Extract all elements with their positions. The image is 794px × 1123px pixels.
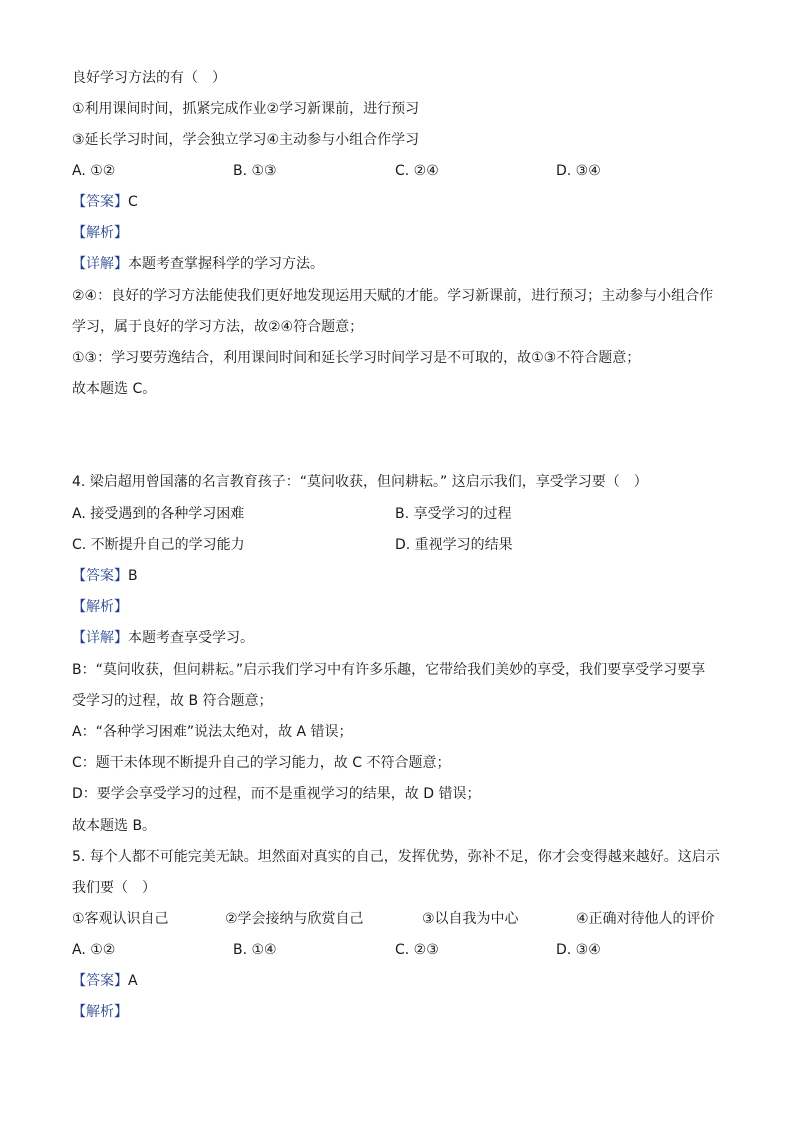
detail-line: [72, 628, 724, 648]
option-c: C. 不断提升自己的学习能力: [72, 537, 245, 553]
answer-line: [72, 192, 724, 212]
conclusion-line: 故本题选 C。: [72, 381, 157, 397]
detail-tag: 【详解】: [72, 630, 128, 646]
detail-tag: 【详解】: [72, 256, 128, 272]
explanation-line: C：题干未体现不断提升自己的学习能力，故 C 不符合题意；: [72, 755, 451, 771]
question-3-statement-line: ③延长学习时间，学会独立学习④主动参与小组合作学习: [72, 132, 420, 148]
answer-tag: 【答案】: [72, 568, 128, 584]
explanation-line: A：“各种学习困难”说法太绝对，故 A 错误；: [72, 724, 353, 740]
detail-text: 本题考查掌握科学的学习方法。: [128, 256, 324, 272]
analysis-tag: 【解析】: [72, 225, 128, 241]
explanation-line: 受学习的过程，故 B 符合题意；: [72, 693, 273, 709]
answer-tag: 【答案】: [72, 973, 128, 989]
option-b: B. 享受学习的过程: [395, 506, 512, 522]
detail-line: [72, 254, 724, 274]
answer-line: [72, 566, 724, 586]
question-3-statement-line: ①利用课间时间，抓紧完成作业②学习新课前，进行预习: [72, 101, 420, 117]
answer-tag: 【答案】: [72, 194, 128, 210]
option-b: B. ①④: [233, 942, 277, 958]
option-a: A. ①②: [72, 942, 116, 958]
explanation-line: 学习，属于良好的学习方法，故②④符合题意；: [72, 319, 364, 335]
question-5-stem: 我们要（ ）: [72, 880, 156, 896]
question-4-stem: 4. 梁启超用曾国藩的名言教育孩子：“莫问收获，但问耕耘。” 这启示我们，享受学习要（ ）: [72, 474, 648, 490]
option-b: B. ①③: [233, 163, 277, 179]
detail-text: 本题考查享受学习。: [128, 630, 254, 646]
analysis-tag: 【解析】: [72, 1004, 128, 1020]
option-c: C. ②③: [395, 942, 439, 958]
explanation-line: ②④：良好的学习方法能使我们更好地发现运用天赋的才能。学习新课前，进行预习；主动参与小组合作: [72, 288, 714, 304]
explanation-line: B：“莫问收获，但问耕耘。”启示我们学习中有许多乐趣，它带给我们美妙的享受，我们要享受学习要享: [72, 662, 706, 678]
question-3-stem: 良好学习方法的有（ ）: [72, 70, 226, 86]
statement-4: ④正确对待他人的评价: [576, 911, 715, 927]
analysis-tag: 【解析】: [72, 599, 128, 615]
option-d: D. ③④: [556, 163, 601, 179]
option-c: C. ②④: [395, 163, 439, 179]
explanation-line: ①③：学习要劳逸结合，利用课间时间和延长学习时间学习是不可取的，故①③不符合题意；: [72, 350, 641, 366]
answer-value: A: [128, 973, 138, 989]
conclusion-line: 故本题选 B。: [72, 818, 157, 834]
answer-line: [72, 971, 724, 991]
question-5-stem: 5. 每个人都不可能完美无缺。坦然面对真实的自己，发挥优势，弥补不足，你才会变得越来越好。这启示: [72, 849, 720, 865]
option-a: A. 接受遇到的各种学习困难: [72, 506, 245, 522]
option-d: D. 重视学习的结果: [395, 537, 513, 553]
explanation-line: D：要学会享受学习的过程，而不是重视学习的结果，故 D 错误；: [72, 786, 481, 802]
statement-2: ②学会接纳与欣赏自己: [225, 911, 364, 927]
option-d: D. ③④: [556, 942, 601, 958]
answer-value: C: [128, 194, 138, 210]
option-a: A. ①②: [72, 163, 116, 179]
statement-3: ③以自我为中心: [422, 911, 519, 927]
statement-1: ①客观认识自己: [72, 911, 169, 927]
answer-value: B: [128, 568, 138, 584]
